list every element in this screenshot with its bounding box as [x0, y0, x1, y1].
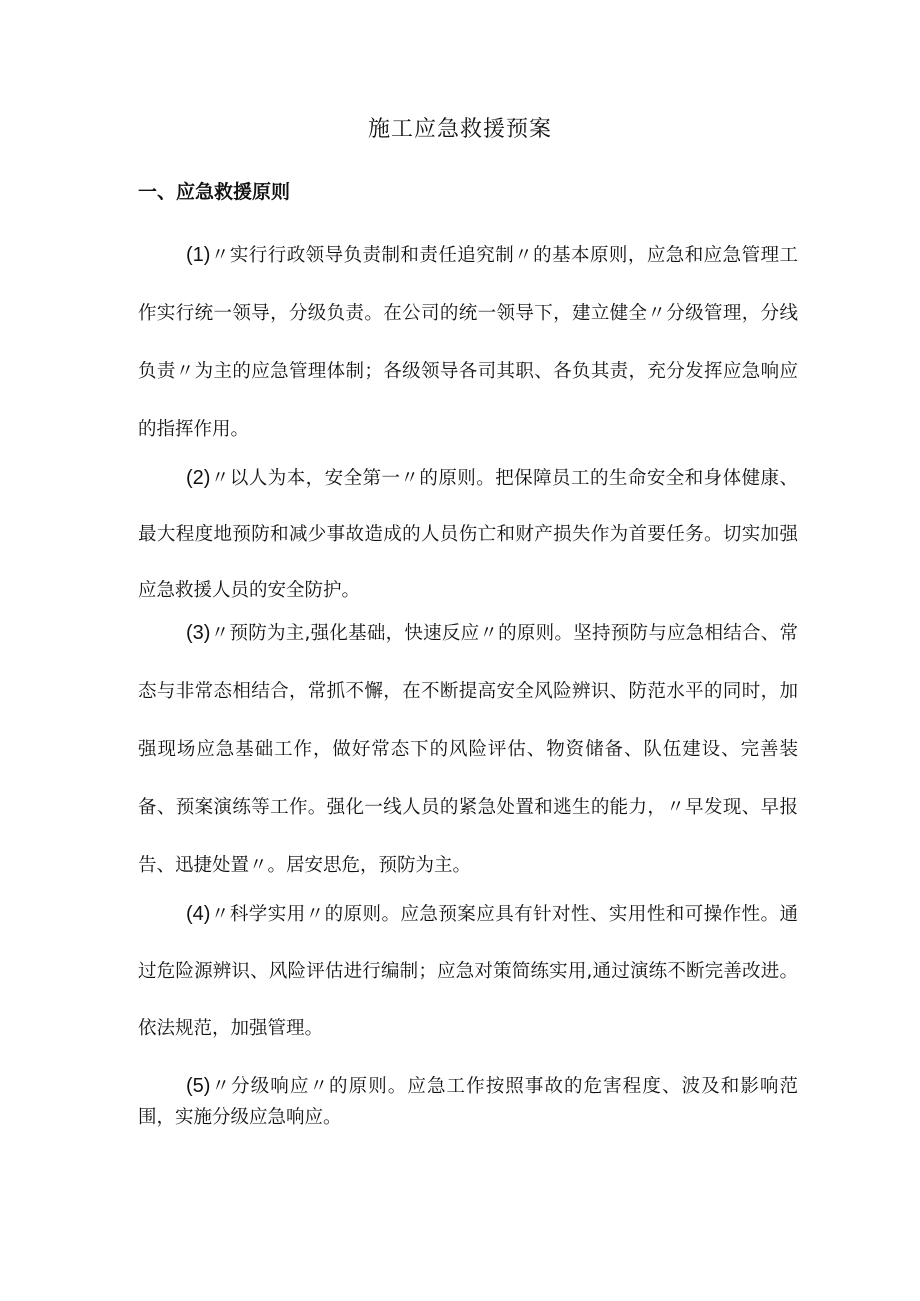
- paragraph-4: [138, 886, 798, 1057]
- paragraph-text: 〃分级响应〃的原则。应急工作按照事故的危害程度、波及和影响范围，实施分级应急响应。: [138, 1076, 798, 1128]
- paragraph-number: (5): [186, 1075, 211, 1097]
- paragraph-text: 〃科学实用〃的原则。应急预案应具有针对性、实用性和可操作性。通过危险源辨识、风险评估进行编制；应急对策简练实用,通过演练不断完善改进。依法规范，加强管理。: [138, 904, 798, 1039]
- paragraph-3: [138, 604, 798, 895]
- section-heading: 一、应急救援原则: [138, 181, 291, 203]
- paragraph-2: [138, 450, 798, 619]
- paragraph-number: (2): [186, 467, 211, 489]
- paragraph-number: (1): [186, 244, 211, 266]
- paragraph-1: [138, 226, 798, 459]
- paragraph-5: [138, 1071, 798, 1133]
- paragraph-number: (4): [186, 903, 211, 925]
- paragraph-text: 〃实行行政领导负责制和责任追究制〃的基本原则，应急和应急管理工作实行统一领导，分级负责。在公司的统一领导下，建立健全〃分级管理，分线负责〃为主的应急管理体制；各级领导各司其职、各负其责，充分发挥应急响应的指挥作用。: [138, 245, 798, 440]
- document-title: 施工应急救援预案: [367, 117, 552, 142]
- paragraph-text: 〃以人为本，安全第一〃的原则。把保障员工的生命安全和身体健康、最大程度地预防和减少事故造成的人员伤亡和财产损失作为首要任务。切实加强应急救援人员的安全防护。: [138, 468, 798, 601]
- paragraph-number: (3): [186, 622, 211, 644]
- paragraph-text: 〃预防为主,强化基础，快速反应〃的原则。坚持预防与应急相结合、常态与非常态相结合，常抓不懈，在不断提高安全风险辨识、防范水平的同时，加强现场应急基础工作，做好常态下的风险评估、物资储备、队伍建设、完善装备、预案演练等工作。强化一线人员的紧急处置和逃生的能力，〃早发现、早报告、迅捷处置〃。居安思危，预防为主。: [138, 623, 798, 876]
